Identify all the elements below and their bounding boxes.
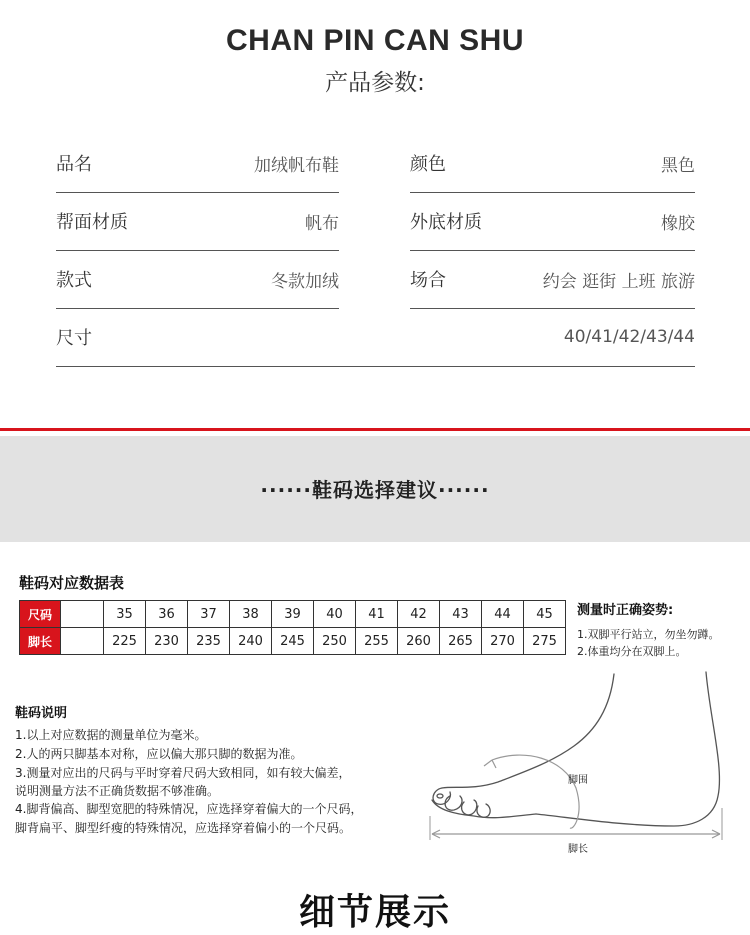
table-cell: 235 (188, 628, 230, 655)
table-cell: 255 (356, 628, 398, 655)
table-cell: 245 (272, 628, 314, 655)
table-cell: 39 (272, 601, 314, 628)
detail-title: 细节展示 (298, 892, 451, 933)
param-style-label: 款式 (56, 270, 92, 291)
table-cell: 37 (188, 601, 230, 628)
param-style (56, 250, 339, 309)
note-line: 说明测量方法不正确货数据不够准确。 (15, 784, 220, 798)
param-sole-value: 橡胶 (661, 213, 695, 234)
param-name-label: 品名 (56, 154, 92, 175)
table-cell: 40 (314, 601, 356, 628)
param-sole-label: 外底材质 (410, 212, 482, 233)
table-cell: 41 (356, 601, 398, 628)
param-name-value: 加绒帆布鞋 (254, 155, 339, 176)
table-cell: 45 (524, 601, 566, 628)
section-title: ······鞋码选择建议······ (260, 478, 490, 502)
length-row (20, 628, 566, 655)
section-divider (0, 428, 750, 431)
param-size-label: 尺寸 (56, 328, 92, 349)
param-sole (410, 192, 695, 251)
table-cell: 42 (398, 601, 440, 628)
table-cell: 44 (482, 601, 524, 628)
table-cell: 260 (398, 628, 440, 655)
param-color-label: 颜色 (410, 154, 446, 175)
param-color-value: 黑色 (661, 155, 695, 176)
table-cell: 230 (146, 628, 188, 655)
table-cell: 35 (104, 601, 146, 628)
note-line: 4.脚背偏高、脚型宽肥的特殊情况，应选择穿着偏大的一个尺码， (15, 802, 363, 816)
param-upper-label: 帮面材质 (56, 212, 128, 233)
title-english: CHAN PIN CAN SHU (225, 24, 524, 57)
table-cell: 265 (440, 628, 482, 655)
measure-line: 2.体重均分在双脚上。 (577, 645, 687, 658)
table-cell: 36 (146, 601, 188, 628)
size-row-label: 尺码 (20, 601, 61, 628)
table-cell: 270 (482, 628, 524, 655)
size-table (19, 600, 566, 655)
note-line: 3.测量对应出的尺码与平时穿着尺码大致相同，如有较大偏差， (15, 766, 351, 780)
note-line: 2.人的两只脚基本对称，应以偏大那只脚的数据为准。 (15, 747, 303, 761)
foot-girth-label: 脚围 (568, 775, 588, 786)
table-cell: 225 (104, 628, 146, 655)
table-cell (61, 601, 104, 628)
size-row (20, 601, 566, 628)
param-color (410, 134, 695, 193)
note-line: 1.以上对应数据的测量单位为毫米。 (15, 728, 207, 742)
param-upper (56, 192, 339, 251)
table-cell: 275 (524, 628, 566, 655)
param-size-value: 40/41/42/43/44 (563, 327, 695, 347)
table-cell: 38 (230, 601, 272, 628)
table-cell: 43 (440, 601, 482, 628)
param-name (56, 134, 339, 193)
table-cell: 250 (314, 628, 356, 655)
size-table-title: 鞋码对应数据表 (19, 574, 125, 592)
length-row-label: 脚长 (20, 628, 61, 655)
param-style-value: 冬款加绒 (271, 271, 339, 292)
title-chinese: 产品参数: (325, 70, 425, 96)
param-occasion-label: 场合 (410, 270, 446, 291)
param-occasion (410, 250, 695, 309)
foot-outline-icon (424, 668, 750, 856)
param-size (56, 308, 695, 367)
table-cell: 240 (230, 628, 272, 655)
measure-title: 测量时正确姿势: (577, 603, 674, 618)
param-upper-value: 帆布 (305, 213, 339, 234)
foot-length-label: 脚长 (568, 844, 588, 855)
note-line: 脚背扁平、脚型纤瘦的特殊情况，应选择穿着偏小的一个尺码。 (15, 821, 352, 835)
table-cell (61, 628, 104, 655)
notes-title: 鞋码说明 (15, 706, 68, 721)
measure-line: 1.双脚平行站立，勿坐勿蹲。 (577, 628, 720, 641)
param-occasion-value: 约会 逛街 上班 旅游 (542, 271, 695, 292)
